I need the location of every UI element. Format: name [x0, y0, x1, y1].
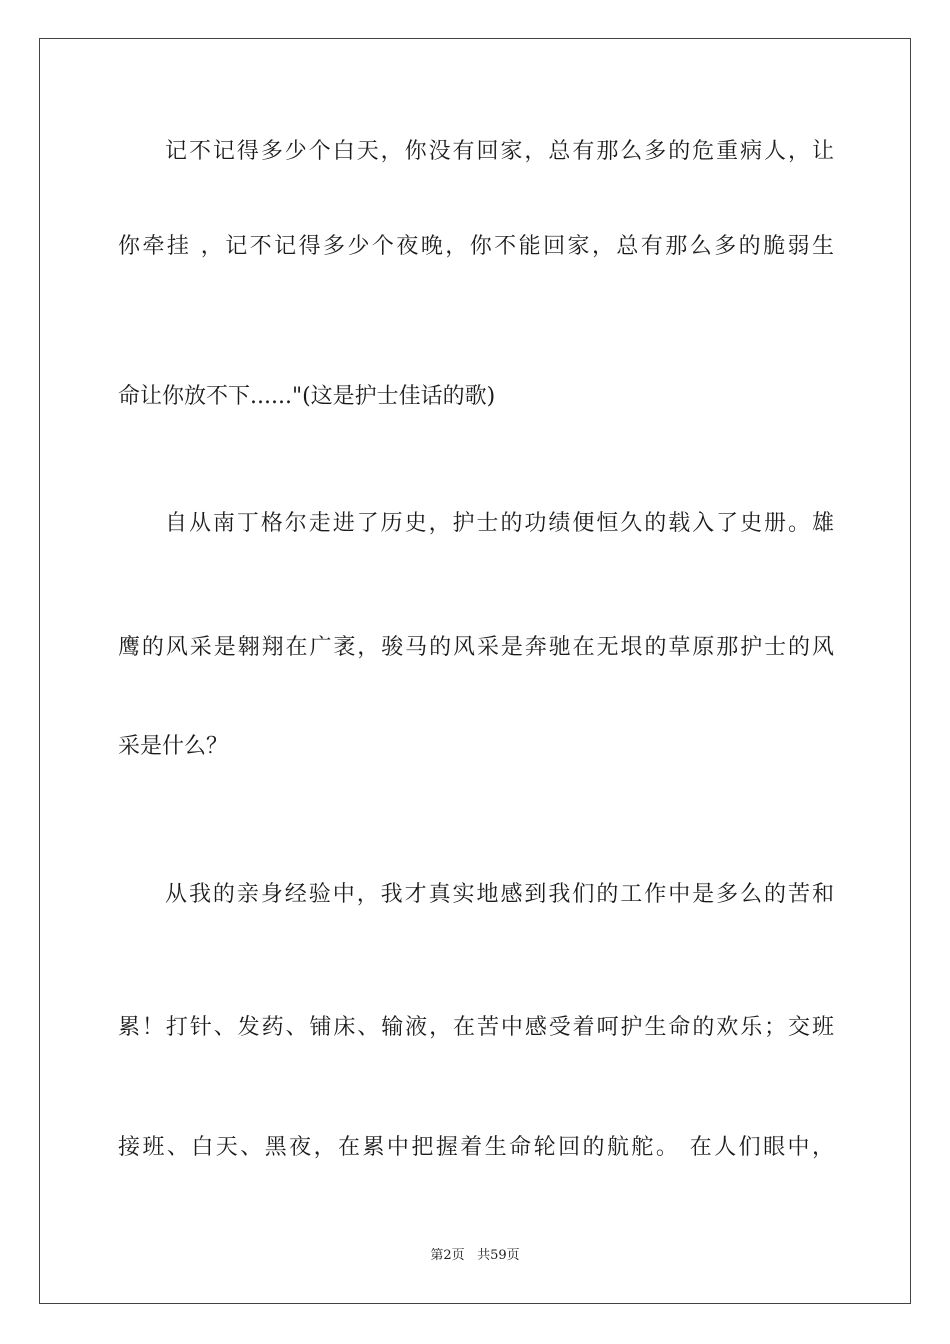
page-number: 第2页	[430, 1248, 465, 1263]
paragraph-2-line-2: 鹰的风采是翱翔在广袤，骏马的风采是奔驰在无垠的草原那护士的风	[118, 635, 834, 660]
paragraph-2-line-1: 自从南丁格尔走进了历史，护士的功绩便恒久的载入了史册。雄	[165, 511, 834, 536]
paragraph-2-line-3: 采是什么？	[118, 734, 229, 759]
paragraph-3-line-2: 累！打针、发药、铺床、输液，在苦中感受着呵护生命的欢乐；交班	[118, 1015, 834, 1040]
paragraph-1-line-2: 你牵挂 ，记不记得多少个夜晚，你不能回家，总有那么多的脆弱生	[118, 234, 834, 259]
paragraph-3-line-1: 从我的亲身经验中，我才真实地感到我们的工作中是多么的苦和	[165, 882, 834, 907]
paragraph-3-line-3: 接班、白天、黑夜，在累中把握着生命轮回的航舵。 在人们眼中，	[118, 1135, 834, 1160]
page-total: 共59页	[477, 1248, 520, 1263]
page-border	[39, 38, 911, 1304]
paragraph-1-line-3: 命让你放不下......"(这是护士佳话的歌)	[118, 384, 496, 409]
paragraph-1-line-1: 记不记得多少个白天，你没有回家，总有那么多的危重病人，让	[165, 139, 834, 164]
page-footer	[0, 1247, 950, 1265]
